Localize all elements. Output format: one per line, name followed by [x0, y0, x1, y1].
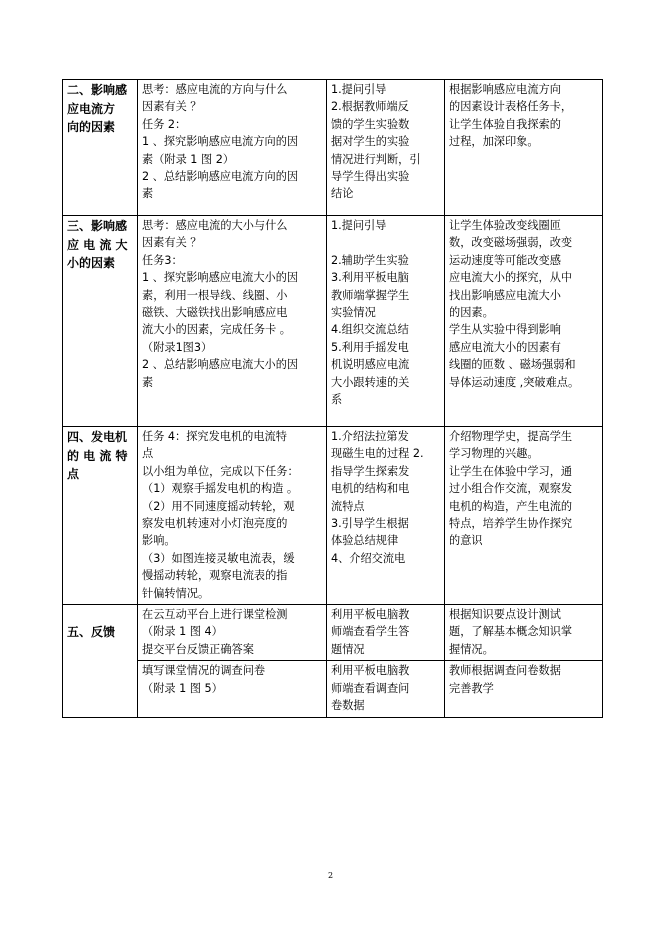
table-row — [63, 80, 603, 216]
cell-line: 流特点 — [331, 499, 365, 513]
cell-line: 系 — [331, 393, 343, 407]
cell-line: 过小组合作交流，观察发 — [449, 482, 573, 496]
cell-line: 师端查看调查问 — [331, 681, 410, 695]
cell-line: （2）用不同速度摇动转轮，观 — [142, 499, 295, 513]
cell-line: 2 、总结影响感应电流方向的因 — [142, 170, 299, 184]
stage-cell — [63, 605, 138, 717]
activity-cell — [138, 661, 327, 717]
cell-line: 任务 2： — [142, 117, 187, 131]
cell-line: 利用平板电脑教 — [331, 664, 410, 678]
cell-line: 提交平台反馈正确答案 — [142, 642, 254, 656]
page-number: 2 — [327, 871, 334, 880]
cell-line: （3）如图连接灵敏电流表，缓 — [142, 551, 295, 565]
activity-cell — [138, 605, 327, 661]
cell-line: 4.组织交流总结 — [331, 323, 409, 337]
cell-line: 结论 — [331, 187, 354, 201]
cell-line: 向的因素 — [67, 120, 116, 134]
teacher-cell — [327, 605, 445, 661]
cell-line: 握情况。 — [449, 642, 494, 656]
cell-line: 找出影响感应电流大小 — [449, 288, 561, 302]
cell-line: 点 — [142, 447, 154, 461]
cell-line: 点 — [67, 467, 80, 481]
cell-line: 4、介绍交流电 — [331, 551, 406, 565]
cell-line: 数，改变磁场强弱，改变 — [449, 236, 573, 250]
cell-line: 据对学生的实验 — [331, 135, 410, 149]
cell-line: 学生从实验中得到影响 — [449, 323, 561, 337]
cell-line: 根据影响感应电流方向 — [449, 83, 561, 96]
cell-line: 慢摇动转轮，观察电流表的指 — [142, 569, 288, 583]
stage-cell — [63, 80, 138, 216]
cell-line: 1.提问引导 — [331, 219, 387, 232]
cell-line: 3.引导学生根据 — [331, 517, 409, 531]
cell-line: 察发电机转速对小灯泡亮度的 — [142, 517, 288, 531]
lesson-plan-table — [62, 79, 603, 718]
cell-line: 的 电 流 特 — [67, 448, 128, 463]
cell-line: 卷数据 — [331, 699, 365, 713]
cell-line: 1 、探究影响感应电流方向的因 — [142, 135, 299, 149]
cell-line: 的因素。 — [449, 306, 494, 320]
cell-line: 过程，加深印象。 — [449, 135, 539, 149]
cell-line: 教师根据调查问卷数据 — [449, 664, 561, 678]
intent-cell — [445, 427, 603, 605]
cell-line: 任务 4：探究发电机的电流特 — [142, 430, 287, 443]
cell-line: 1 、探究影响感应电流大小的因 — [142, 271, 299, 285]
cell-line: 的因素设计表格任务卡， — [449, 100, 573, 114]
cell-line: 四、发电机 — [67, 430, 128, 444]
cell-line: 体验总结规律 — [331, 534, 399, 548]
table-row — [63, 216, 603, 427]
cell-line: 实验情况 — [331, 306, 376, 320]
cell-line: 流大小的因素，完成任务卡 。 — [142, 323, 291, 337]
cell-line: 应电流方 — [67, 101, 116, 116]
stage-cell — [63, 216, 138, 427]
cell-line: 题，了解基本概念知识掌 — [449, 625, 573, 639]
cell-line: （附录 1 图 5） — [142, 681, 223, 695]
cell-line: （附录 1 图 4） — [142, 625, 223, 639]
cell-line: （附录1图3） — [142, 340, 213, 354]
cell-line: 指导学生探索发 — [331, 464, 410, 478]
cell-line: 1.提问引导 — [331, 83, 387, 96]
cell-line: 导体运动速度 ,突破难点。 — [449, 375, 580, 389]
teacher-cell — [327, 80, 445, 216]
intent-cell — [445, 216, 603, 427]
cell-line: 素，利用一根导线、线圈、小 — [142, 288, 288, 302]
activity-cell — [138, 216, 327, 427]
cell-line: 5.利用手摇发电 — [331, 340, 409, 354]
cell-line: 利用平板电脑教 — [331, 608, 410, 622]
cell-line: 运动速度等可能改变感 — [449, 253, 561, 267]
cell-line: 以小组为单位，完成以下任务： — [142, 464, 299, 478]
intent-cell — [445, 80, 603, 216]
cell-line: 任务3： — [142, 253, 183, 267]
cell-line: 三、影响感 — [67, 219, 128, 233]
cell-line: 线圈的匝数 、磁场强弱和 — [449, 358, 576, 372]
cell-line: 针偏转情况。 — [142, 586, 210, 600]
cell-line: 让学生体验改变线圈匝 — [449, 219, 561, 232]
cell-line: 因素有关 ？ — [142, 100, 202, 114]
cell-line: 大小跟转速的关 — [331, 375, 410, 389]
teacher-cell — [327, 661, 445, 717]
cell-line: 完善教学 — [449, 681, 494, 695]
cell-line: 在云互动平台上进行课堂检测 — [142, 608, 288, 622]
cell-line: 二、影响感 — [67, 83, 128, 97]
cell-line: 电机的构造，产生电流的 — [449, 499, 573, 513]
table-row — [63, 427, 603, 605]
cell-line: 因素有关 ？ — [142, 236, 202, 250]
cell-line: 电机的结构和电 — [331, 482, 410, 496]
cell-line: 让学生在体验中学习，通 — [449, 464, 573, 478]
cell-line: 小的因素 — [67, 256, 116, 270]
cell-line: 的意识 — [449, 534, 483, 548]
cell-line: 根据知识要点设计测试 — [449, 608, 561, 622]
cell-line: 素 — [142, 375, 154, 389]
cell-line: 馈的学生实验数 — [331, 117, 410, 131]
activity-cell — [138, 427, 327, 605]
cell-line: 1.介绍法拉第发 — [331, 430, 409, 443]
cell-line: 影响。 — [142, 534, 176, 548]
cell-line: 素 — [142, 187, 154, 201]
intent-cell — [445, 605, 603, 661]
cell-line: 介绍物理学史，提高学生 — [449, 430, 573, 443]
cell-line: 2.根据教师端反 — [331, 100, 409, 114]
cell-line: 特点，培养学生协作探究 — [449, 517, 573, 531]
cell-line: 情况进行判断，引 — [331, 152, 421, 166]
cell-line: 机说明感应电流 — [331, 358, 410, 372]
cell-line: 题情况 — [331, 642, 365, 656]
cell-line: 素（附录 1 图 2） — [142, 152, 235, 166]
table-row — [63, 661, 603, 717]
cell-line: 现磁生电的过程 2. — [331, 447, 424, 461]
intent-cell — [445, 661, 603, 717]
cell-line: 磁铁、大磁铁找出影响感应电 — [142, 306, 288, 320]
cell-line: 师端查看学生答 — [331, 625, 410, 639]
teacher-cell — [327, 216, 445, 427]
cell-line: 让学生体验自我探索的 — [449, 117, 561, 131]
cell-line: （1）观察手摇发电机的构造 。 — [142, 482, 299, 496]
activity-cell — [138, 80, 327, 216]
cell-line: 思考：感应电流的大小与什么 — [142, 219, 288, 232]
cell-line: 导学生得出实验 — [331, 170, 410, 184]
cell-line: 填写课堂情况的调查问卷 — [142, 664, 266, 678]
cell-line: 五、反馈 — [67, 625, 116, 640]
cell-line — [331, 234, 441, 251]
cell-line: 2.辅助学生实验 — [331, 253, 409, 267]
teacher-cell — [327, 427, 445, 605]
table-row — [63, 605, 603, 661]
cell-line: 思考：感应电流的方向与什么 — [142, 83, 288, 96]
cell-line: 应 电 流 大 — [67, 237, 128, 252]
cell-line: 2 、总结影响感应电流大小的因 — [142, 358, 299, 372]
cell-line: 感应电流大小的因素有 — [449, 340, 561, 354]
stage-cell — [63, 427, 138, 605]
cell-line: 教师端掌握学生 — [331, 288, 410, 302]
cell-line: 应电流大小的探究，从中 — [449, 271, 573, 285]
cell-line: 3.利用平板电脑 — [331, 271, 409, 285]
cell-line: 学习物理的兴趣。 — [449, 447, 539, 461]
